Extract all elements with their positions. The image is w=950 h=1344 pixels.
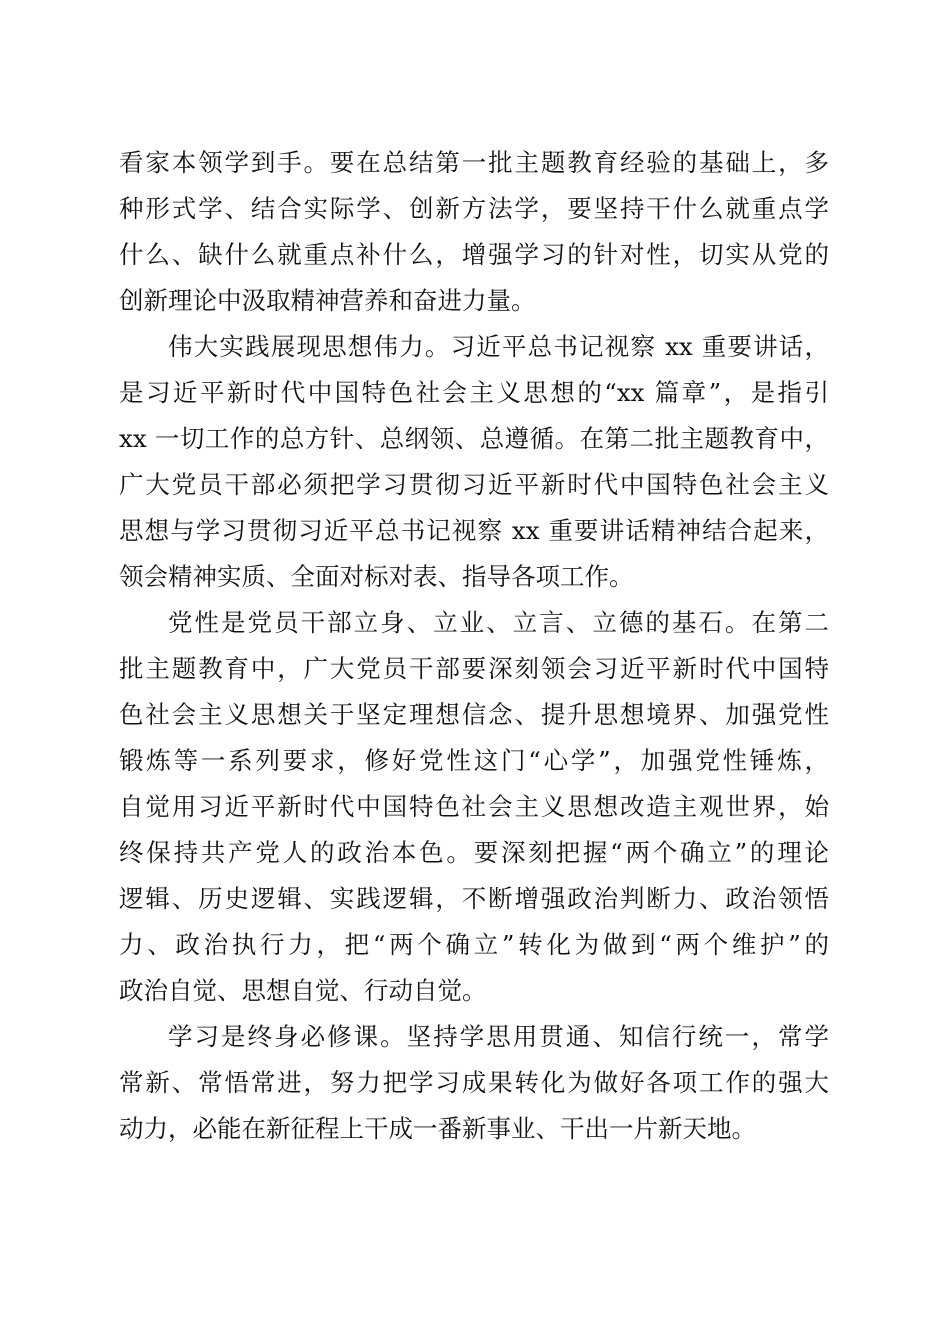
text-line: 看家本领学到手。要在总结第一批主题教育经验的基础上，多 (119, 148, 829, 177)
text-line: 色社会主义思想关于坚定理想信念、提升思想境界、加强党性 (119, 700, 829, 729)
text-line: 创新理论中汲取精神营养和奋进力量。 (119, 286, 536, 315)
text-line: 领会精神实质、全面对标对表、指导各项工作。 (119, 562, 634, 591)
text-line: 逻辑、历史逻辑、实践逻辑，不断增强政治判断力、政治领悟 (119, 884, 829, 913)
text-line: 广大党员干部必须把学习贯彻习近平新时代中国特色社会主义 (119, 470, 829, 499)
document-body (119, 140, 829, 1152)
text-line: xx 一切工作的总方针、总纲领、总遵循。在第二批主题教育中， (119, 424, 829, 453)
text-line: 伟大实践展现思想伟力。习近平总书记视察 xx 重要讲话， (168, 332, 829, 361)
text-line: 学习是终身必修课。坚持学思用贯通、知信行统一，常学 (168, 1022, 829, 1051)
paragraph-4 (119, 1014, 829, 1152)
paragraph-2 (119, 324, 829, 600)
text-line: 力、政治执行力，把“两个确立”转化为做到“两个维护”的 (119, 930, 829, 959)
paragraph-3 (119, 600, 829, 1014)
text-line: 种形式学、结合实际学、创新方法学，要坚持干什么就重点学 (119, 194, 829, 223)
text-line: 思想与学习贯彻习近平总书记视察 xx 重要讲话精神结合起来， (119, 516, 829, 545)
text-line: 批主题教育中，广大党员干部要深刻领会习近平新时代中国特 (119, 654, 829, 683)
text-line: 党性是党员干部立身、立业、立言、立德的基石。在第二 (168, 608, 829, 637)
text-line: 常新、常悟常进，努力把学习成果转化为做好各项工作的强大 (119, 1068, 829, 1097)
text-line: 终保持共产党人的政治本色。要深刻把握“两个确立”的理论 (119, 838, 829, 867)
text-line: 自觉用习近平新时代中国特色社会主义思想改造主观世界，始 (119, 792, 829, 821)
text-line: 动力，必能在新征程上干成一番新事业、干出一片新天地。 (119, 1114, 756, 1143)
text-line: 政治自觉、思想自觉、行动自觉。 (119, 976, 487, 1005)
text-line: 锻炼等一系列要求，修好党性这门“心学”，加强党性锤炼， (119, 746, 829, 775)
paragraph-1 (119, 140, 829, 324)
text-line: 是习近平新时代中国特色社会主义思想的“xx 篇章”，是指引 (119, 378, 829, 407)
text-line: 什么、缺什么就重点补什么，增强学习的针对性，切实从党的 (119, 240, 829, 269)
